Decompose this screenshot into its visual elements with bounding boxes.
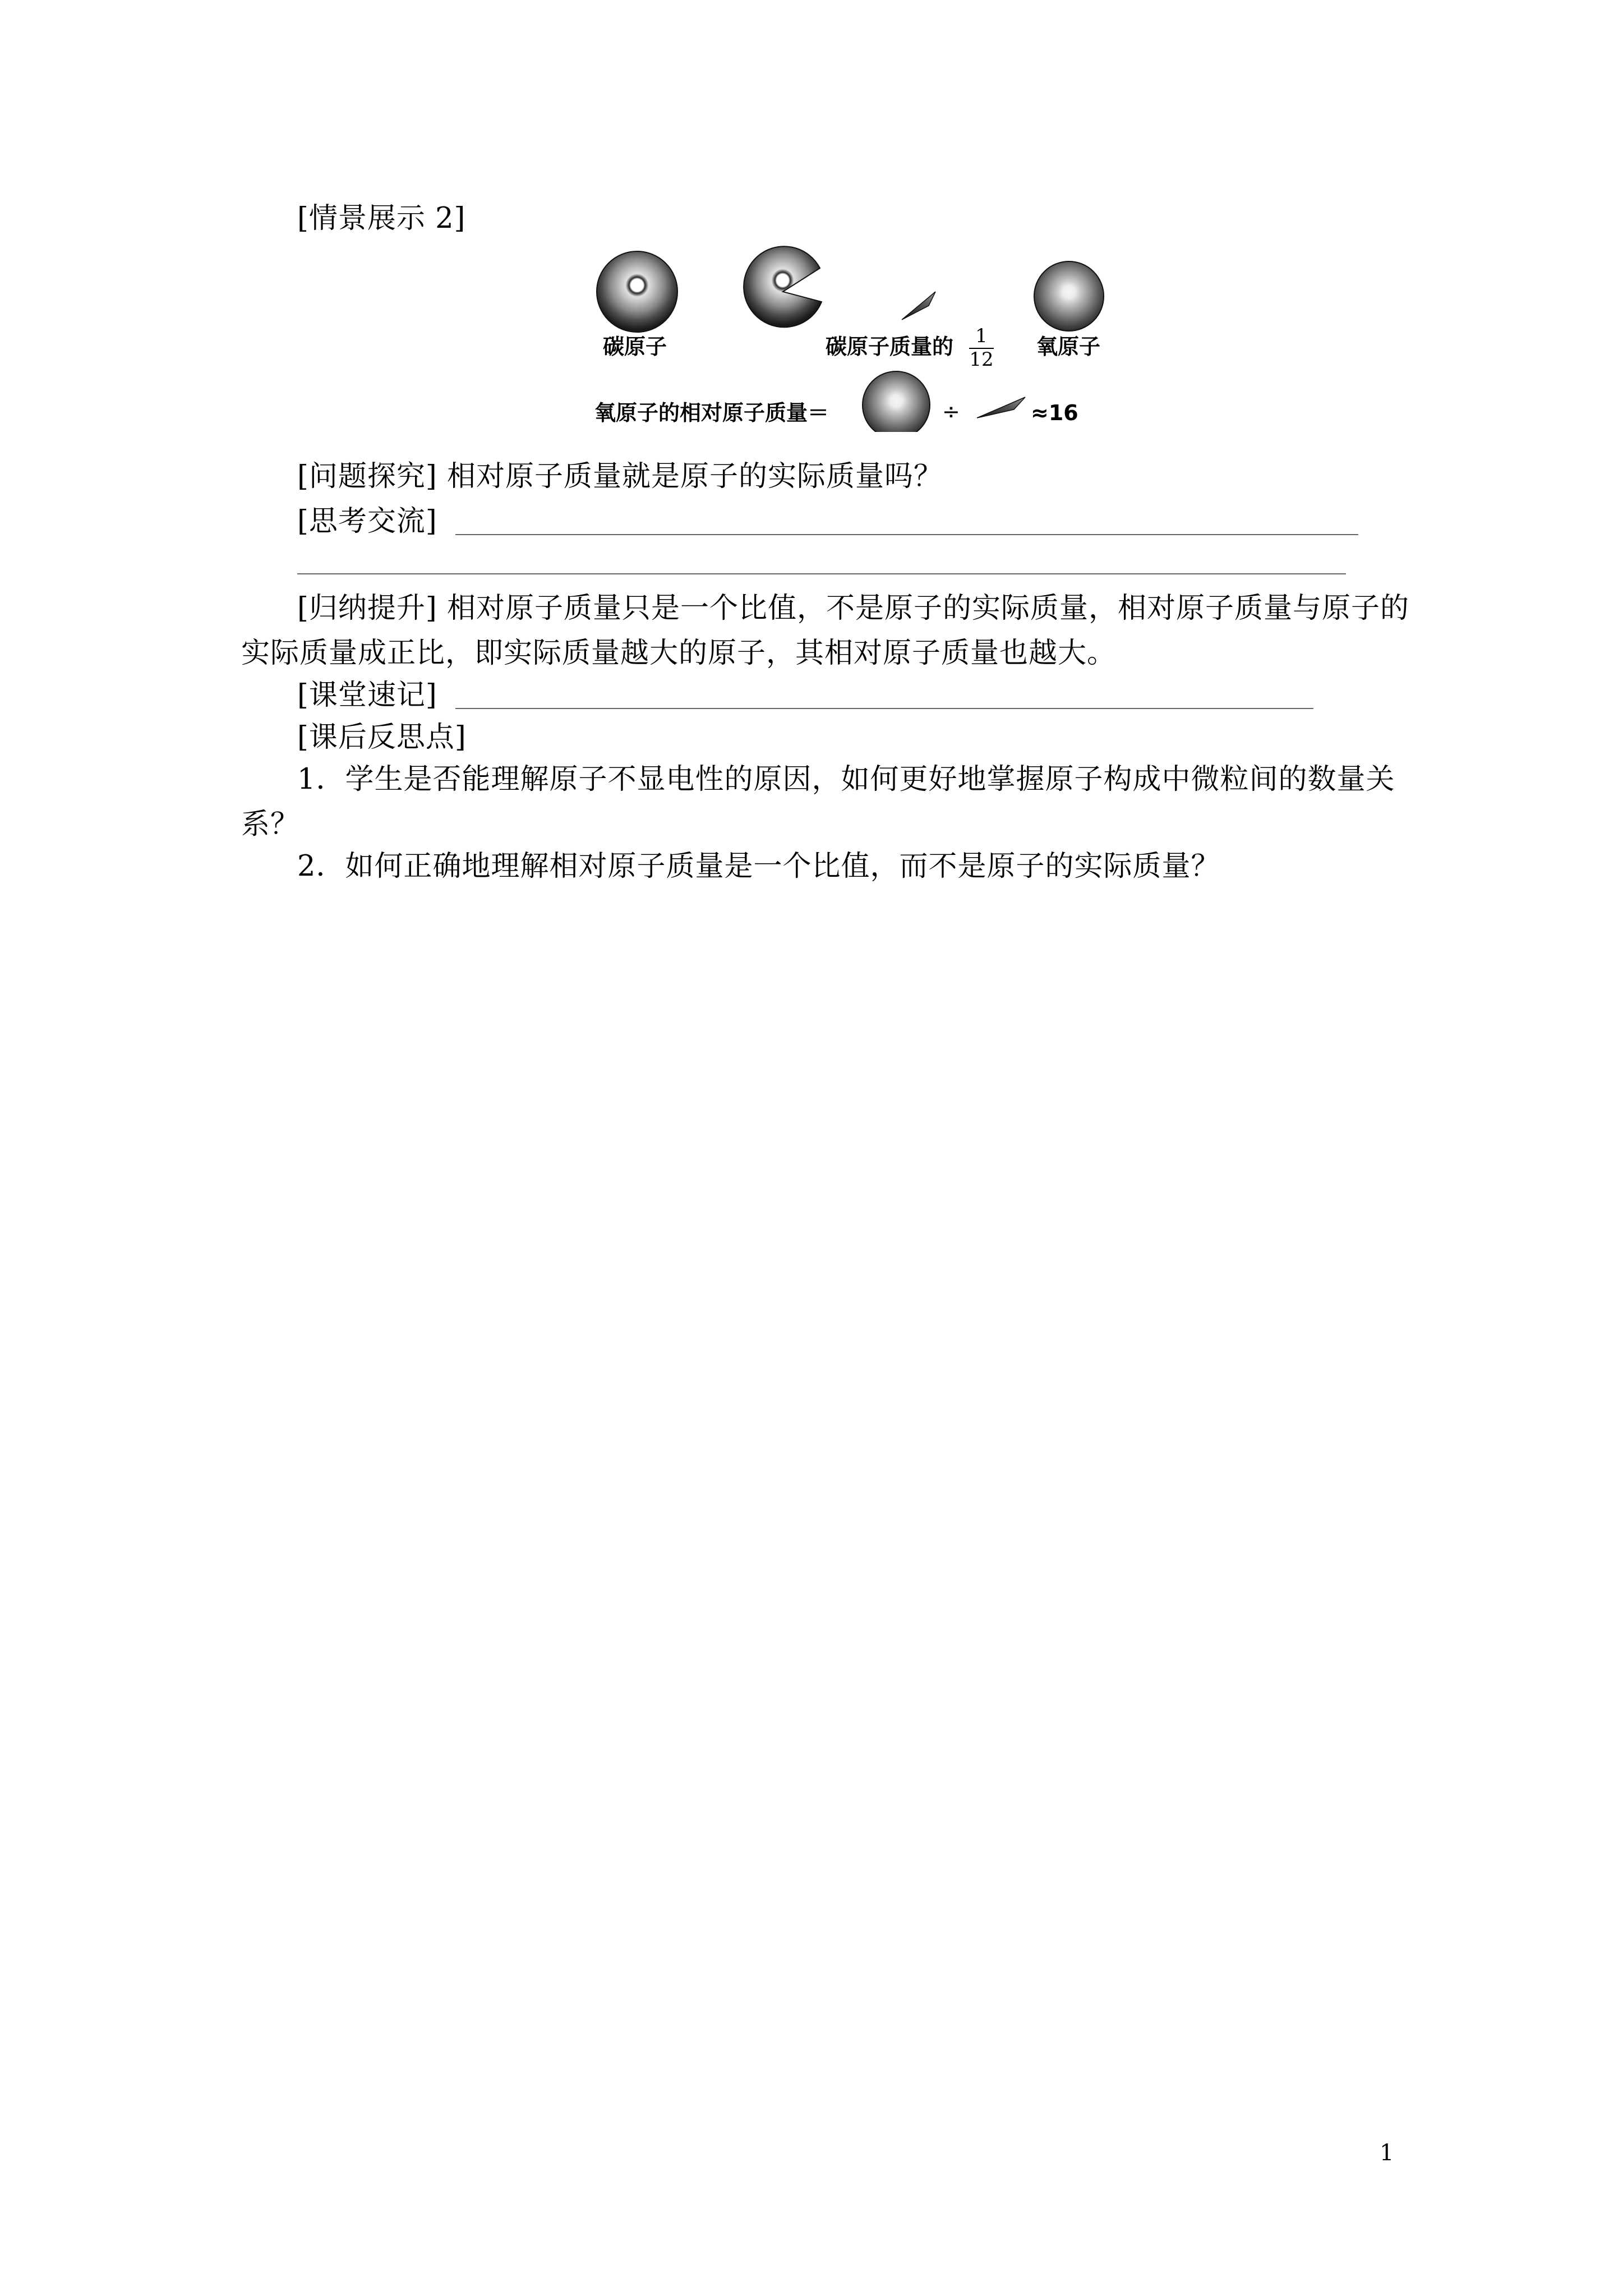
- discussion-blank-line-1[interactable]: [455, 534, 1358, 535]
- carbon-atom-ball: [597, 251, 677, 332]
- formula-left-label: 氧原子的相对原子质量＝: [594, 401, 829, 425]
- relative-atomic-mass-figure: [572, 241, 1122, 432]
- reflection-item-1-line-1: 1．学生是否能理解原子不显电性的原因，如何更好地掌握原子构成中微粒间的数量关: [297, 763, 1395, 796]
- twelfth-wedge: [902, 292, 935, 320]
- formula-result: ≈16: [1031, 401, 1078, 425]
- carbon-atom-label: 碳原子: [603, 334, 667, 359]
- fraction-denominator: 12: [969, 348, 994, 371]
- discussion-label: [思考交流]: [297, 505, 437, 538]
- oxygen-atom-ball-formula: [863, 371, 930, 432]
- scene-heading: [情景展示 2]: [297, 202, 466, 235]
- oxygen-atom-label: 氧原子: [1036, 334, 1101, 359]
- reflection-item-2: 2．如何正确地理解相对原子质量是一个比值，而不是原子的实际质量？: [297, 850, 1220, 883]
- carbon-twelfth-label: 碳原子质量的: [826, 334, 954, 359]
- fraction-numerator: 1: [975, 325, 988, 347]
- discussion-blank-line-2[interactable]: [297, 573, 1346, 574]
- twelfth-wedge-formula: [977, 397, 1025, 418]
- carbon-atom-cut-ball: [744, 246, 822, 327]
- summary-line-2: 实际质量成正比，即实际质量越大的原子，其相对原子质量也越大。: [241, 637, 1117, 670]
- page-number: 1: [1380, 2140, 1394, 2166]
- divide-sign: ÷: [942, 399, 960, 424]
- notes-blank-line[interactable]: [455, 708, 1313, 709]
- inquiry-text: [问题探究] 相对原子质量就是原子的实际质量吗？: [297, 460, 943, 493]
- reflection-item-1-line-2: 系？: [241, 808, 300, 841]
- notes-label: [课堂速记]: [297, 679, 437, 712]
- reflection-heading: [课后反思点]: [297, 721, 467, 754]
- summary-line-1: [归纳提升] 相对原子质量只是一个比值，不是原子的实际质量，相对原子质量与原子的: [297, 592, 1410, 625]
- oxygen-atom-ball: [1034, 261, 1104, 331]
